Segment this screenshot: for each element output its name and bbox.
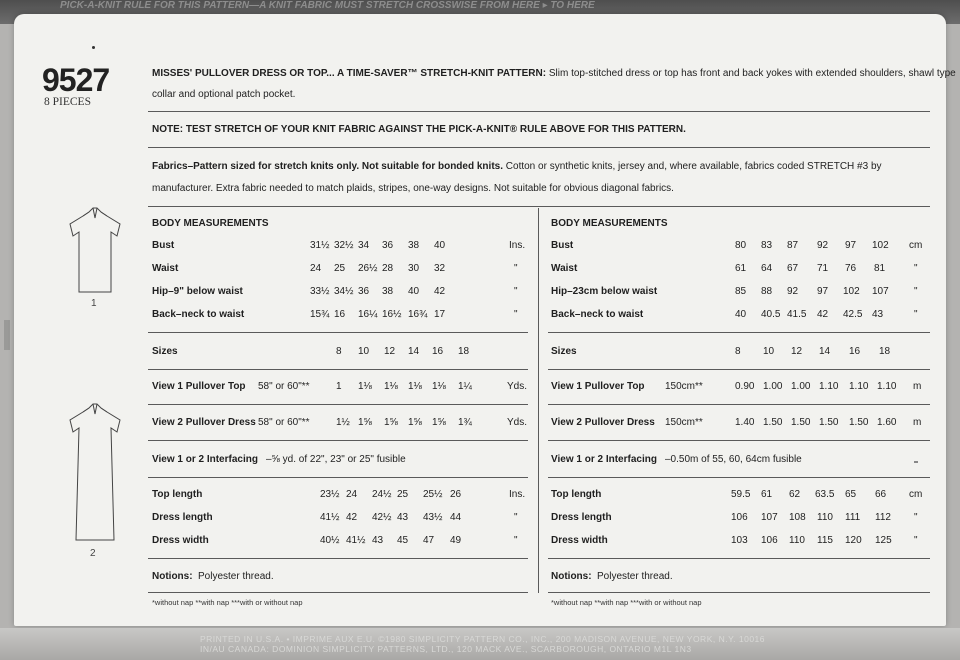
notions-row: Notions: Polyester thread. [152, 571, 274, 582]
rule [548, 404, 930, 405]
printed-credit [200, 634, 820, 654]
table-row: Bust 80 83 87 92 97 102 cm [551, 240, 923, 251]
table-row: Dress length 41½ 42 42½ 43 43½ 44 " [152, 512, 518, 523]
rule [148, 592, 528, 593]
rule [548, 477, 930, 478]
table-row: Back–neck to waist 15¾ 16 16¼ 16½ 16¾ 17 " [152, 309, 518, 320]
pattern-number: 9527 [42, 62, 110, 98]
metric-body-heading: BODY MEASUREMENTS [551, 218, 668, 229]
table-row: Top length 23½ 24 24½ 25 25½ 26 Ins. [152, 489, 526, 500]
dot-mark [92, 46, 95, 49]
rule [548, 369, 930, 370]
table-row: Waist 61 64 67 71 76 81 " [551, 263, 918, 274]
rule [548, 440, 930, 441]
table-row: Hip–9" below waist 33½ 34½ 36 38 40 42 " [152, 286, 518, 297]
printed-line-2: IN/AU CANADA: DOMINION SIMPLICITY PATTERNS, LTD., 120 MACK AVE., SCARBOROUGH, ONTARIO M1L 1N3 [200, 644, 692, 654]
interfacing-row: View 1 or 2 Interfacing –⅝ yd. of 22", 23" or 25" fusible [152, 454, 406, 465]
description-line-1 [152, 68, 956, 80]
fabrics-bold: Fabrics–Pattern sized for stretch knits only. Not suitable for bonded knits. [152, 161, 503, 172]
rule [548, 332, 930, 333]
table-row: Top length 59.5 61 62 63.5 65 66 cm [551, 489, 923, 500]
yardage-row: View 2 Pullover Dress 58" or 60"** 1½ 1⅝ 1⅝ 1⅝ 1⅝ 1¾ Yds. [152, 417, 528, 428]
sizes-row: Sizes 8 10 12 14 16 18 [551, 346, 891, 357]
fabrics-line-1 [152, 161, 882, 173]
yardage-row: View 1 Pullover Top 150cm** 0.90 1.00 1.00 1.10 1.10 1.10 m [551, 381, 922, 392]
sizes-row: Sizes 8 10 12 14 16 18 [152, 346, 470, 357]
interfacing-row: View 1 or 2 Interfacing –0.50m of 55, 60, 64cm fusible [551, 454, 802, 465]
yardage-row: View 2 Pullover Dress 150cm** 1.40 1.50 1.50 1.50 1.50 1.60 m [551, 417, 922, 428]
description-title: MISSES' PULLOVER DRESS OR TOP... A TIME-SAVER™ STRETCH-KNIT PATTERN: [152, 68, 547, 79]
pick-a-knit-banner: PICK-A-KNIT RULE FOR THIS PATTERN—A KNIT FABRIC MUST STRETCH CROSSWISE FROM HERE ▸ TO HERE [60, 0, 595, 11]
table-row: Dress width 40½ 41½ 43 45 47 49 " [152, 535, 518, 546]
rule [148, 477, 528, 478]
rule [548, 592, 930, 593]
rule [148, 558, 528, 559]
view-1-number: 1 [91, 298, 97, 309]
dash-mark [914, 461, 918, 463]
left-edge-mark [4, 320, 10, 350]
table-row: Hip–23cm below waist 85 88 92 97 102 107 " [551, 286, 918, 297]
description-text-1: Slim top-stitched dress or top has front and back yokes with extended shoulders, shawl type [548, 68, 956, 79]
rule [148, 369, 528, 370]
view-2-number: 2 [90, 548, 96, 559]
rule [148, 332, 528, 333]
metric-footnote: *without nap **with nap ***with or without nap [551, 598, 702, 607]
fabrics-text-1: Cotton or synthetic knits, jersey and, where available, fabrics coded STRETCH #3 by [505, 161, 882, 172]
description-text-2: collar and optional patch pocket. [152, 89, 296, 100]
rule-after-fabrics [148, 206, 930, 207]
yardage-row: View 1 Pullover Top 58" or 60"** 1 1⅛ 1⅛ 1⅛ 1⅛ 1¼ Yds. [152, 381, 528, 392]
table-row: Back–neck to waist 40 40.5 41.5 42 42.5 43 " [551, 309, 918, 320]
note-text: NOTE: TEST STRETCH OF YOUR KNIT FABRIC AGAINST THE PICK-A-KNIT® RULE ABOVE FOR THIS PATTERN. [152, 124, 686, 135]
rule [148, 404, 528, 405]
printed-line-1: PRINTED IN U.S.A. • IMPRIME AUX E.U. ©1980 SIMPLICITY PATTERN CO., INC., 200 MADISON AVENUE, NEW YORK, N.Y. 10016 [200, 634, 766, 644]
imperial-footnote: *without nap **with nap ***with or without nap [152, 598, 303, 607]
notions-row: Notions: Polyester thread. [551, 571, 673, 582]
table-row: Bust 31½ 32½ 34 36 38 40 Ins. [152, 240, 526, 251]
table-row: Dress length 106 107 108 110 111 112 " [551, 512, 918, 523]
rule-after-description [148, 111, 930, 112]
imperial-body-heading: BODY MEASUREMENTS [152, 218, 269, 229]
rule [548, 558, 930, 559]
rule [148, 440, 528, 441]
fabrics-text-2: manufacturer. Extra fabric needed to match plaids, stripes, one-way designs. Not suitable for obvious diagonal fabrics. [152, 183, 674, 194]
table-divider [538, 208, 539, 593]
table-row: Dress width 103 106 110 115 120 125 " [551, 535, 918, 546]
pieces-count: 8 PIECES [44, 96, 91, 108]
view-2-dress-illustration [62, 402, 128, 544]
view-1-top-illustration [62, 206, 128, 296]
table-row: Waist 24 25 26½ 28 30 32 " [152, 263, 518, 274]
rule-after-note [148, 147, 930, 148]
